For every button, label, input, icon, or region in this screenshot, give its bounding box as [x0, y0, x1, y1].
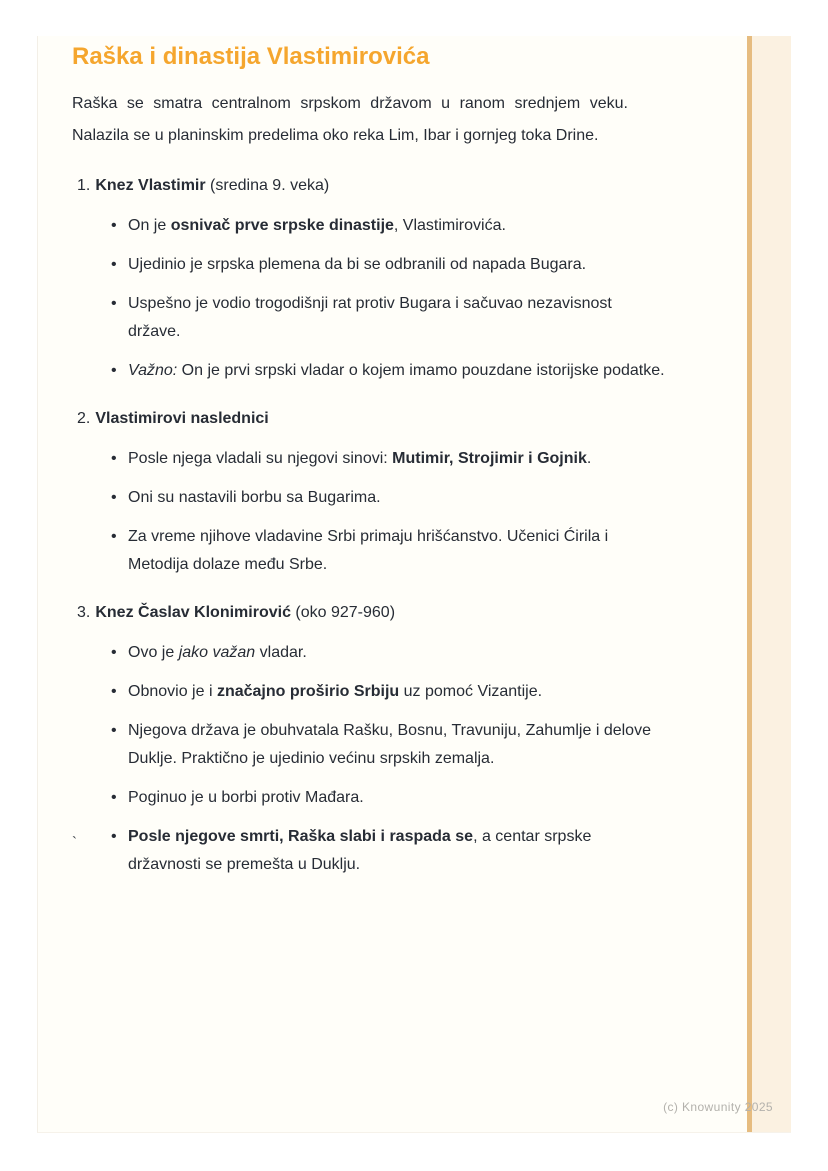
list-item [110, 251, 668, 279]
text: Ovo je [128, 644, 179, 661]
list-item [110, 484, 668, 512]
section-title [77, 405, 672, 433]
section [72, 599, 672, 879]
text: Ujedinio je srpska plemena da bi se odbranili od napada Bugara. [128, 256, 587, 273]
list-item [110, 678, 668, 706]
bold-text: Posle njegove smrti, Raška slabi i raspada se [128, 828, 474, 845]
bullet-list [110, 639, 672, 879]
intro-paragraph [72, 88, 628, 152]
bullet-list [110, 445, 672, 579]
watermark: (c) Knowunity 2025 [663, 1100, 773, 1114]
section-title [77, 599, 672, 627]
bullet-list [110, 212, 672, 385]
section-number: 1. [77, 177, 91, 194]
text: Za vreme njihove vladavine Srbi primaju hrišćanstvo. Učenici Ćirila i Metodija dolaze među Srbe. [128, 528, 609, 573]
text: Posle njega vladali su njegovi sinovi: [128, 450, 393, 467]
italic-text: jako važan [178, 644, 256, 661]
text: (sredina 9. veka) [205, 177, 330, 194]
text: Oni su nastavili borbu sa Bugarima. [128, 489, 381, 506]
list-item [110, 523, 668, 579]
list-item [110, 290, 668, 346]
list-item [110, 639, 668, 667]
intro-line: Raška se smatra centralnom srpskom državom u ranom srednjem veku. [72, 95, 628, 112]
section-number: 2. [77, 410, 91, 427]
page-title: Raška i dinastija Vlastimirovića [72, 43, 430, 70]
section [72, 405, 672, 579]
text: Njegova država je obuhvatala Rašku, Bosnu, Travuniju, Zahumlje i delove Duklje. Praktično je ujedinio većinu srpskih zemalja. [128, 722, 651, 767]
document-content [72, 42, 672, 890]
notebook-edge-stripe [747, 36, 791, 1132]
section-title [77, 172, 672, 200]
list-item [110, 784, 668, 812]
text: , Vlastimirovića. [393, 217, 506, 234]
list-item [110, 823, 668, 879]
italic-text: Važno: [128, 362, 178, 379]
list-item [110, 212, 668, 240]
bold-text: Vlastimirovi naslednici [95, 410, 269, 427]
bold-text: Knez Časlav Klonimirović [95, 604, 291, 621]
text: , a centar srpske državnosti se premešta u Duklju. [128, 828, 592, 873]
text: Obnovio je i [128, 683, 217, 700]
text: (oko 927-960) [290, 604, 396, 621]
text: Poginuo je u borbi protiv Mađara. [128, 789, 364, 806]
sections-list [72, 172, 672, 879]
list-item [110, 717, 668, 773]
text: vladar. [255, 644, 307, 661]
bold-text: značajno proširio Srbiju [216, 683, 400, 700]
text: Uspešno je vodio trogodišnji rat protiv Bugara i sačuvao nezavisnost države. [128, 295, 612, 340]
section [72, 172, 672, 385]
intro-line: Nalazila se u planinskim predelima oko reka Lim, Ibar i gornjeg toka Drine. [72, 127, 599, 144]
bold-text: Knez Vlastimir [95, 177, 206, 194]
bold-text: osnivač prve srpske dinastije [170, 217, 394, 234]
section-number: 3. [77, 604, 91, 621]
text: . [586, 450, 592, 467]
text: On je prvi srpski vladar o kojem imamo pouzdane istorijske podatke. [177, 362, 665, 379]
text: On je [128, 217, 171, 234]
list-item [110, 445, 668, 473]
list-item [110, 357, 668, 385]
text: uz pomoć Vizantije. [399, 683, 543, 700]
bold-text: Mutimir, Strojimir i Gojnik [392, 450, 587, 467]
stray-backtick-mark: ` [72, 834, 77, 851]
